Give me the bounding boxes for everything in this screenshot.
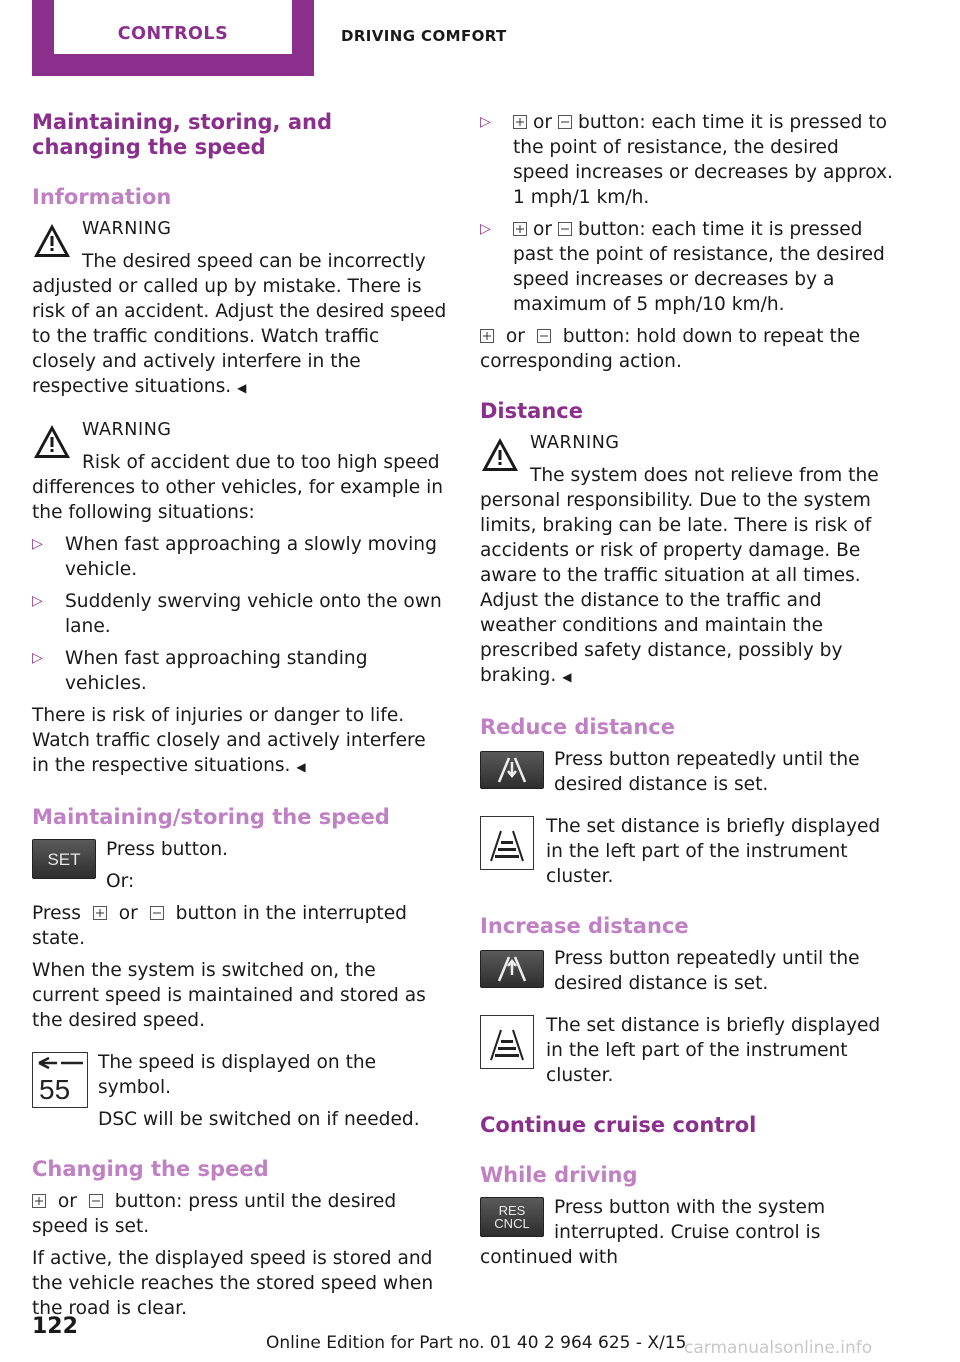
warning-triangle-icon: [480, 435, 520, 475]
reduce-press-block: [480, 747, 895, 797]
warning-block-1: [32, 217, 447, 401]
distance-bars-icon: [480, 816, 534, 870]
heading-continue: Continue cruise control: [480, 1113, 757, 1137]
bullet-triangle-icon: ▷: [32, 536, 43, 552]
warning-title: WARNING: [82, 219, 172, 239]
press-plusminus-text: Press or button in the interrupted state.: [32, 903, 407, 949]
increase-display-text: The set distance is briefly displayed in the left part of the instrument cluster.: [546, 1015, 881, 1086]
plus-icon: [32, 1194, 46, 1208]
heading-information: Information: [32, 185, 172, 209]
set-block: [32, 837, 447, 894]
increase-press-text: Press button repeatedly until the desired distance is set.: [554, 948, 860, 994]
minus-icon: [150, 906, 164, 920]
hold-text: or button: hold down to repeat the corresponding action.: [480, 326, 861, 372]
warning-text: Risk of accident due to too high speed differences to other vehicles, for example in the following situations:: [32, 452, 444, 523]
speed-symbol-block: [32, 1050, 447, 1132]
res-text: Press button with the system interrupted. Cruise control is continued with: [480, 1197, 826, 1268]
heading-storing: Maintaining/storing the speed: [32, 805, 390, 829]
plus-icon: [93, 906, 107, 920]
minus-icon: [558, 222, 572, 236]
watermark: carmanualsonline.info: [684, 1338, 873, 1358]
warning-text: The system does not relieve from the personal responsibility. Due to the system limits, braking can be late. There is risk of accidents or risk of property damage. Be aware to the traffic situation at all times. Adjust the distance to the traffic and weather conditions and maintain the prescribed safety distance, possibly by braking. ◀: [480, 465, 879, 686]
heading-maintaining: Maintaining, storing, and changing the speed: [32, 110, 332, 159]
minus-icon: [558, 115, 572, 129]
bullet-triangle-icon: ▷: [32, 593, 43, 609]
warning-after-text: There is risk of injuries or danger to life. Watch traffic closely and actively interfere in the respective situations. ◀: [32, 705, 426, 776]
heading-increase-distance: Increase distance: [480, 914, 689, 938]
distance-bars-icon: [480, 1015, 534, 1069]
warning-text: The desired speed can be incorrectly adjusted or called up by mistake. There is risk of an accident. Adjust the desired speed to the traffic conditions. Watch traffic closely and actively interfere in the respective situations. ◀: [32, 251, 447, 397]
warning-triangle-icon: [32, 422, 72, 462]
page-number: 122: [32, 1314, 78, 1339]
increase-distance-button-icon: [480, 950, 544, 988]
list-item: ▷ When fast approaching a slowly moving vehicle.: [32, 534, 437, 580]
left-column: [32, 110, 447, 1321]
heading-distance: Distance: [480, 399, 583, 423]
list-item: ▷ or button: each time it is pressed to the point of resistance, the desired speed increases or decreases by approx. 1 mph/1 km/h.: [480, 112, 893, 208]
reduce-press-text: Press button repeatedly until the desired distance is set.: [554, 749, 860, 795]
end-mark-icon: ◀: [562, 670, 572, 684]
reduce-distance-button-icon: [480, 751, 544, 789]
warning-triangle-icon: [32, 221, 72, 261]
reduce-display-text: The set distance is briefly displayed in the left part of the instrument cluster.: [546, 816, 881, 887]
end-mark-icon: ◀: [296, 760, 306, 774]
bullet-triangle-icon: ▷: [32, 650, 43, 666]
edition-footer: Online Edition for Part no. 01 40 2 964 625 - X/15: [266, 1333, 687, 1353]
end-mark-icon: ◀: [237, 381, 247, 395]
minus-icon: [537, 329, 551, 343]
list-item: ▷ or button: each time it is pressed past the point of resistance, the desired speed increases or decreases by a maximum of 5 mph/10 km/h.: [480, 219, 885, 315]
change-speed-list: [480, 110, 895, 317]
plus-icon: [480, 329, 494, 343]
list-item: ▷ When fast approaching standing vehicles.: [32, 648, 368, 694]
bullet-triangle-icon: ▷: [480, 114, 491, 130]
speed-symbol-icon: 55: [32, 1052, 88, 1108]
right-column: [480, 110, 895, 1270]
situation-list: [32, 532, 447, 696]
increase-display-block: [480, 1013, 895, 1088]
system-on-text: When the system is switched on, the current speed is maintained and stored as the desired speed.: [32, 960, 426, 1031]
tab-controls[interactable]: CONTROLS: [117, 24, 229, 44]
dsc-text: DSC will be switched on if needed.: [98, 1109, 420, 1130]
bullet-triangle-icon: ▷: [480, 221, 491, 237]
warning-title: WARNING: [530, 433, 620, 453]
warning-block-3: [480, 431, 895, 690]
active-text: If active, the displayed speed is stored and the vehicle reaches the stored speed when the road is clear.: [32, 1248, 434, 1319]
heading-changing: Changing the speed: [32, 1157, 269, 1181]
res-cncl-button-icon: RES CNCL: [480, 1197, 544, 1237]
set-button-icon: SET: [32, 839, 96, 879]
heading-while-driving: While driving: [480, 1163, 638, 1187]
increase-press-block: [480, 946, 895, 996]
reduce-display-block: [480, 814, 895, 889]
section-label: DRIVING COMFORT: [341, 27, 507, 45]
change-text: or button: press until the desired speed is set.: [32, 1191, 397, 1237]
warning-title: WARNING: [82, 420, 172, 440]
plus-icon: [513, 115, 527, 129]
speed-displayed-text: The speed is displayed on the symbol.: [98, 1052, 377, 1098]
res-block: [480, 1195, 895, 1270]
plus-icon: [513, 222, 527, 236]
press-button-text: Press button.: [106, 839, 229, 860]
heading-reduce-distance: Reduce distance: [480, 715, 675, 739]
warning-block-2: [32, 418, 447, 780]
minus-icon: [89, 1194, 103, 1208]
or-text: Or:: [106, 871, 135, 892]
list-item: ▷ Suddenly swerving vehicle onto the own lane.: [32, 591, 442, 637]
